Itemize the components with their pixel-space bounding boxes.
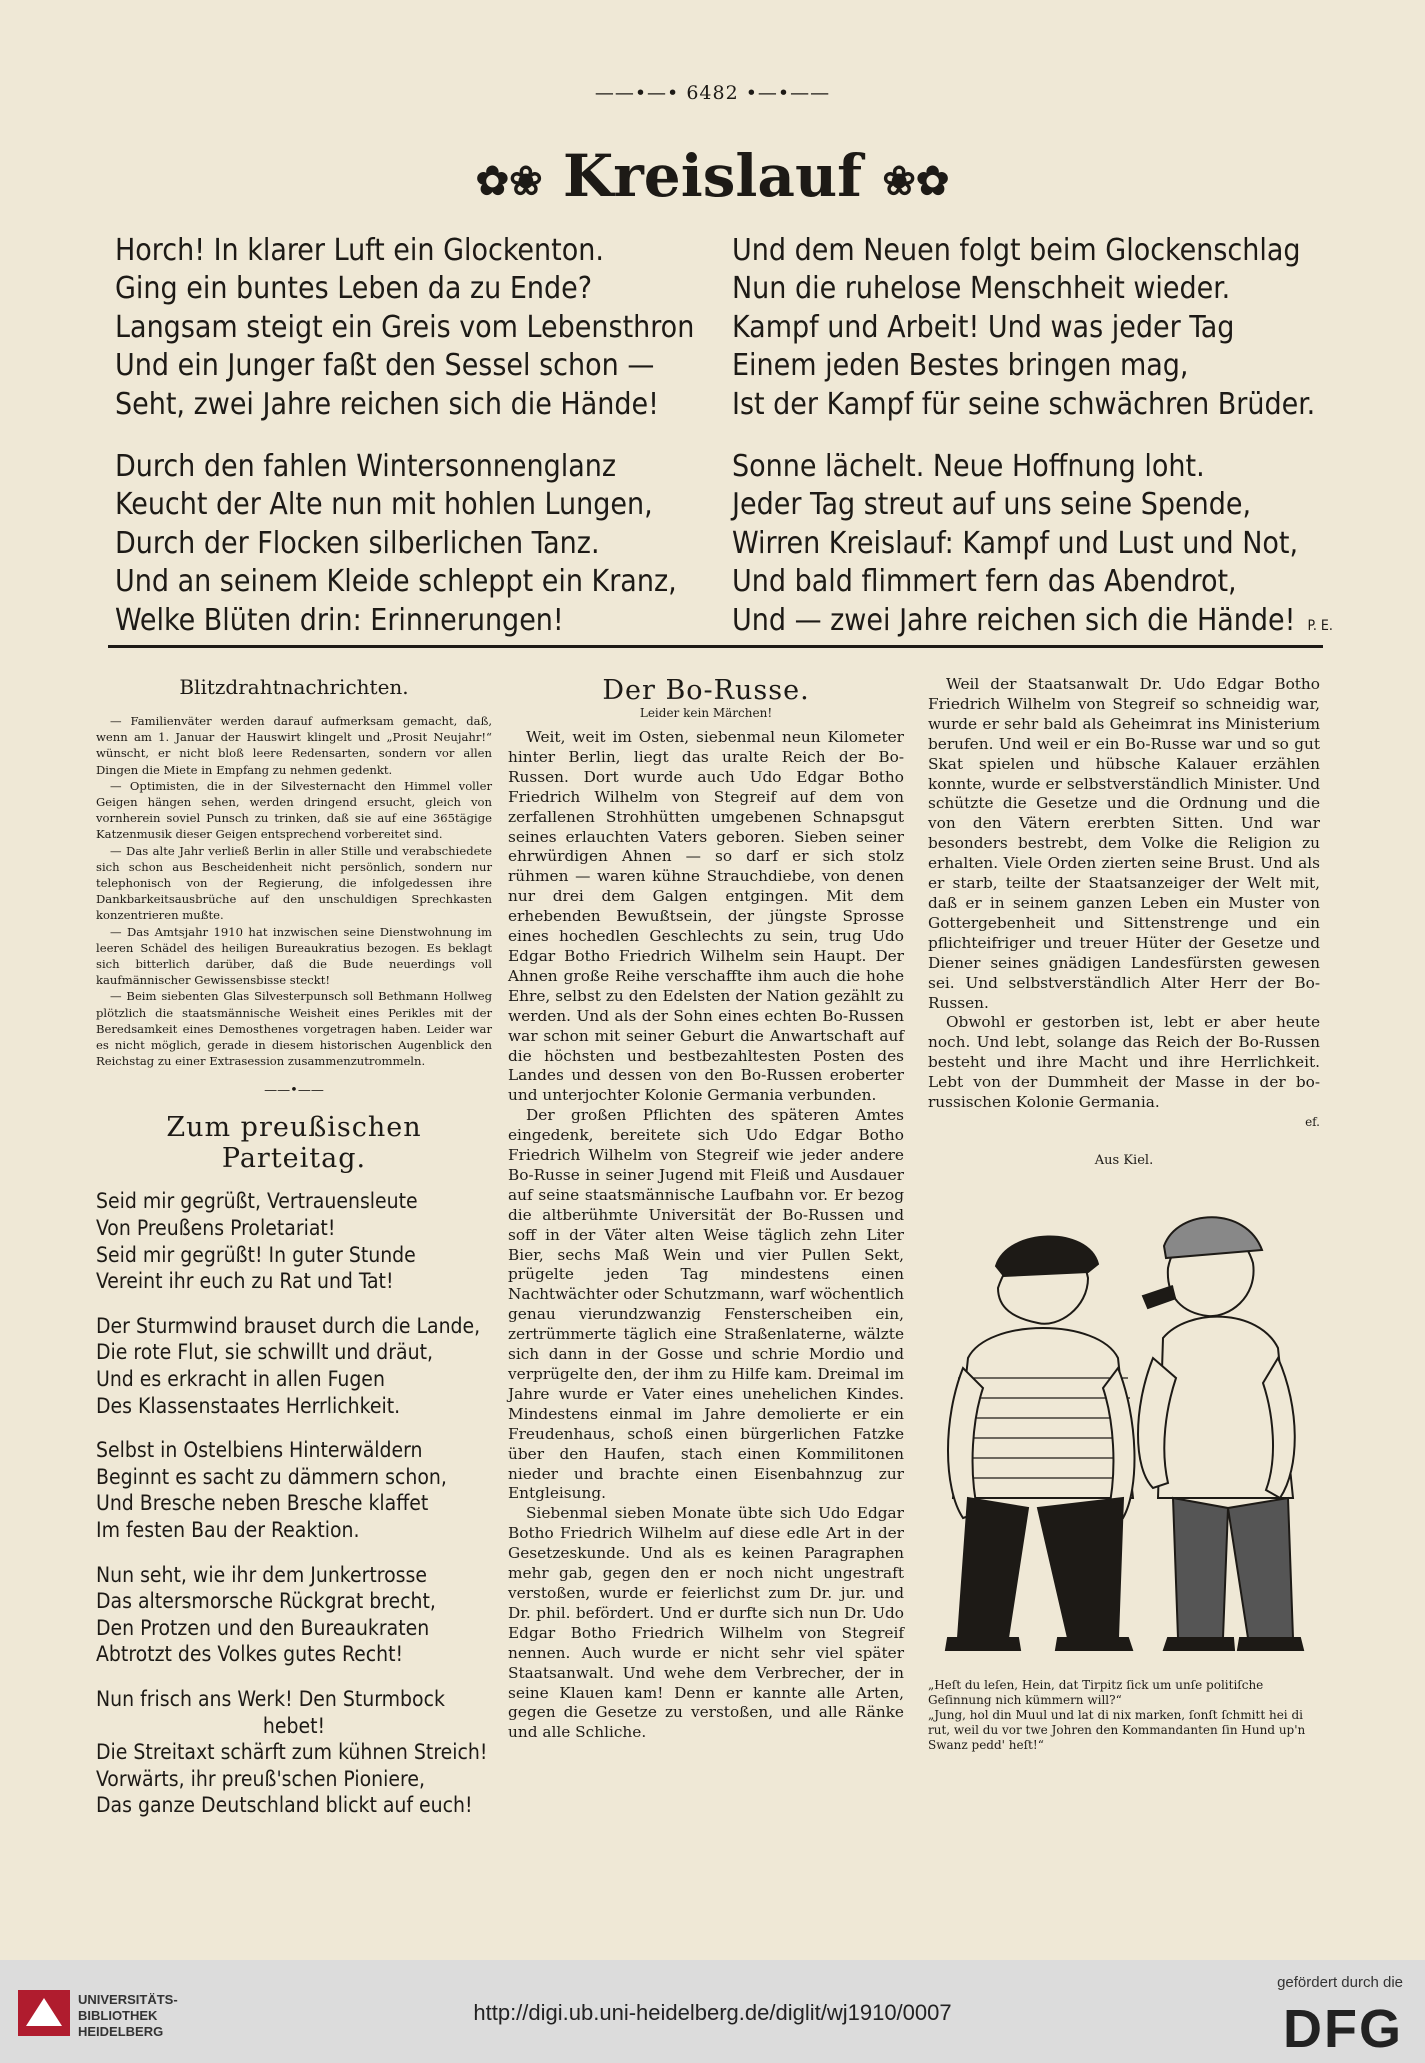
poem-line: Selbst in Ostelbiens Hinterwäldern [96, 1438, 423, 1463]
paragraph: — Optimisten, die in der Silvesternacht den Himmel voller Geigen hängen sehen, werden dringend ersucht, gleich von vornherein soviel Punsch zu trinken, daß sie auf eine 365tägige Katzenmusik dieser Geigen entsprechend vorbereitet sind. [96, 778, 492, 842]
poem-line: Vereint ihr euch zu Rat und Tat! [96, 1269, 394, 1294]
page-number: ——•—• 6482 •—•—— [594, 82, 831, 104]
poem-line: Welke Blüten drin: Erinnerungen! [115, 602, 564, 638]
caption-line: „Jung, hol din Muul und lat di nix marken, ſonſt ſchmitt hei di rut, weil du vor twe Johren den Kommandanten ſin Hund up'n Swanz pedd' heſt!“ [928, 1707, 1306, 1752]
poem-line: hebet! [262, 1713, 326, 1738]
source-url[interactable]: http://digi.ub.uni-heidelberg.de/diglit/wj1910/0007 [473, 2000, 952, 2025]
paragraph: Siebenmal sieben Monate übte sich Udo Edgar Botho Friedrich Wilhelm auf diese edle Art in der Gesetzeskunde. Und als es keinen Paragraphen mehr gab, gegen den er noch nicht ungestraft verstoßen, wurde er feierlichst zum Dr. jur. und Dr. phil. befördert. Und er durfte sich nun Dr. Udo Edgar Botho Friedrich Wilhelm von Stegreif nennen. Auch wurde er nicht sehr viel später Staatsanwalt. Und wehe dem Verbrecher, der in seine Klauen kam! Denn er kannte alle Arten, gegen die Gesetze zu verstoßen, und alle Ränke und alle Schliche. [508, 1504, 904, 1742]
poem-line: Der Sturmwind brauset durch die Lande, [96, 1313, 481, 1338]
stanza [96, 1686, 492, 1819]
ornament-left-icon: ✿❀ [475, 157, 543, 205]
poem-line: Und es erkracht in allen Fugen [96, 1367, 385, 1392]
ornament-right-icon: ❀✿ [882, 157, 950, 205]
news-heading: Blitzdrahtnachrichten. [179, 675, 409, 699]
main-title: ✿❀ Kreislauf ❀✿ [475, 142, 950, 210]
stanza [96, 1562, 492, 1668]
poem-line: Wirren Kreislauf: Kampf und Lust und Not, [732, 525, 1299, 561]
story-subheading: Leider kein Märchen! [639, 706, 773, 720]
cartoon-two-sailors [928, 1168, 1320, 1668]
poem-line: Und bald flimmert fern das Abendrot, [732, 564, 1237, 600]
stanza [96, 1313, 492, 1419]
poem-heading: Zum preußischen Parteitag. [166, 1112, 422, 1175]
poem-line: Des Klassenstaates Herrlichkeit. [96, 1393, 401, 1418]
poem-line: Und dem Neuen folgt beim Glockenschlag [732, 233, 1301, 268]
poem-line: Durch der Flocken silberlichen Tanz. [115, 525, 600, 561]
column-1 [96, 675, 492, 1837]
poem-signature: P. E. [1307, 617, 1333, 634]
poem-line: Und an seinem Kleide schleppt ein Kranz, [115, 564, 677, 600]
poem-line: Die Streitaxt schärft zum kühnen Streich! [96, 1740, 488, 1765]
horizontal-rule [108, 645, 1323, 648]
paragraph: — Das alte Jahr verließ Berlin in aller Stille und verabschiedete sich schon aus Bescheidenheit nicht persönlich, sondern nur telephonisch von der Regierung, die infolgedessen ihre Dankbarkeitsausbrüche auf den unschuldigen Sprechkasten konzentrieren mußte. [96, 843, 492, 923]
poem-line: Von Preußens Proletariat! [96, 1216, 336, 1241]
poem-line: Nun frisch ans Werk! Den Sturmbock [96, 1686, 445, 1711]
paragraph: Weit, weit im Osten, siebenmal neun Kilometer hinter Berlin, liegt das uralte Reich der Bo-Russen. Dort wurde auch Udo Edgar Botho Friedrich Wilhelm von Stegreif auf dem von zerfallenen Strohhütten umgebenen Schnapsgut seines erlauchten Vaters geboren. Sieben seiner ehrwürdigen Ahnen — so darf er sich stolz rühmen — waren kühne Strauchdiebe, von denen nur drei dem Galgen entgingen. Mit dem erhebenden Bewußtsein, der jüngste Sprosse eines hochedlen Geschlechts zu sein, trug Udo Edgar Botho Friedrich Wilhelm sein Haupt. Der Ahnen große Reihe verschaffte ihm auch die hohe Ehre, selbst zu den Edelsten der Nation gezählt zu werden. Und als der Sohn eines echten Bo-Russen war schon mit seiner Geburt die Anwartschaft auf die höchsten und bestbezahltesten Posten des Landes und dessen von den Bo-Russen eroberter und unterjochter Kolonie Germania verbunden. [508, 728, 904, 1105]
poem-line: Seid mir gegrüßt! In guter Stunde [96, 1242, 416, 1267]
poem-line: Die rote Flut, sie schwillt und dräut, [96, 1340, 434, 1365]
column-2 [508, 675, 904, 1743]
poem-line: Einem jeden Bestes bringen mag, [732, 348, 1189, 384]
story-heading: Der Bo-Russe. [602, 675, 810, 706]
dfg-logo: DFG [1283, 1999, 1403, 2059]
footer-bar [0, 1960, 1425, 2063]
poem-line: Nun die ruhelose Menschheit wieder. [732, 271, 1231, 307]
paragraph: — Familienväter werden darauf aufmerksam gemacht, daß, wenn am 1. Januar der Hauswirt klingelt und „Prosit Neujahr!“ wünscht, er nicht bloß leere Redensarten, sondern vor allen Dingen die Miete in Empfang zu nehmen gedenkt. [96, 714, 492, 777]
poem-line: Ist der Kampf für seine schwächren Brüder. [732, 386, 1316, 422]
poem-line: Sonne lächelt. Neue Hoffnung loht. [732, 448, 1205, 484]
poem-line: Durch den fahlen Wintersonnenglanz [115, 448, 617, 484]
paragraph: — Beim siebenten Glas Silvesterpunsch soll Bethmann Hollweg plötzlich die staatsmännische Weisheit eines Perikles mit der Beredsamkeit eines Demosthenes vorgetragen haben. Leider war es nicht möglich, gerade in diesem historischen Augenblick den Reichstag zu einer Extrasession zusammenzutrommeln. [96, 989, 492, 1069]
caption-line: „Heſt du leſen, Hein, dat Tirpitz ſick um unſe politiſche Geſinnung nich kümmern will?“ [928, 1677, 1264, 1707]
poem-line: Beginnt es sacht zu dämmern schon, [96, 1464, 447, 1489]
poem-line: Seht, zwei Jahre reichen sich die Hände! [115, 386, 659, 422]
funded-by-label: gefördert durch die [1277, 1974, 1403, 1991]
poem-line: Und ein Junger faßt den Sessel schon — [115, 348, 655, 384]
cartoon-heading: Aus Kiel. [1094, 1152, 1154, 1168]
institution-name: UNIVERSITÄTS- BIBLIOTHEK HEIDELBERG [78, 1992, 178, 2039]
poem-line: Horch! In klarer Luft ein Glockenton. [115, 233, 604, 268]
paragraph: Obwohl er gestorben ist, lebt er aber heute noch. Und lebt, solange das Reich der Bo-Russen besteht und ihre Macht und ihre Herrlichkeit. Lebt von der Dummheit der Masse in der bo-russischen Kolonie Germania. [928, 1013, 1320, 1112]
stanza [115, 448, 694, 640]
poem-line: Ging ein buntes Leben da zu Ende? [115, 271, 593, 307]
cartoon-caption [928, 1678, 1320, 1753]
poem-line: Den Protzen und den Bureaukraten [96, 1615, 430, 1640]
poem-line: Das altersmorsche Rückgrat brecht, [96, 1589, 436, 1614]
stanza [115, 232, 694, 424]
story-signature: ef. [1305, 1114, 1320, 1129]
story-continuation [928, 675, 1320, 1133]
story-text [508, 728, 904, 1743]
poem-line: Und Bresche neben Bresche klaffet [96, 1491, 429, 1516]
poem-line: Seid mir gegrüßt, Vertrauensleute [96, 1189, 418, 1214]
news-items [96, 713, 492, 1069]
paragraph: Weil der Staatsanwalt Dr. Udo Edgar Botho Friedrich Wilhelm von Stegreif so schneidig war, wurde er sehr bald als Geheimrat ins Ministerium berufen. Und weil er ein Bo-Russe war und so gut Skat spielen und hübsche Kalauer erzählen konnte, wurde er selbstverständlich Minister. Und schützte die Gesetze und die Ordnung und die von den Vätern ererbten Sitten. Und war besonders bestrebt, dem Volke die Religion zu erhalten. Viele Orden zierten seine Brust. Und als er starb, teilte der Staatsanzeiger der Welt mit, daß er in seinem ganzen Leben ein Muster von Gottergebenheit und Sittenstrenge und ein pflichteifriger und treuer Hüter der Gesetze und Diener seines gnädigen Landesfürsten gewesen sei. Und selbstverständlich Alter Herr der Bo-Russen. [928, 675, 1320, 1012]
poem-left-column [115, 232, 694, 664]
stanza [96, 1437, 492, 1543]
stanza [96, 1188, 492, 1294]
paragraph: — Das Amtsjahr 1910 hat inzwischen seine Dienstwohnung im leeren Schädel des heiligen Bureaukratius bezogen. Es beklagt sich bitterlich darüber, daß die Bude neuerdings voll kaufmännischer Gewissensbisse steckt! [96, 924, 492, 988]
poem-line: Abtrotzt des Volkes gutes Recht! [96, 1642, 404, 1667]
poem-right-column [732, 232, 1333, 669]
paragraph: Der großen Pflichten des späteren Amtes eingedenk, bereitete sich Udo Edgar Botho Friedrich Wilhelm von Stegreif wie jeder andere Bo-Russe in seiner Jugend mit Fleiß und Ausdauer auf seine staatsmännische Laufbahn vor. Er bezog die altberühmte Universität der Bo-Russen und soff in der Väter alten Weise täglich zehn Liter Bier, sechs Maß Wein und vier Pullen Sekt, prügelte jeden Tag mindestens einen Nachtwächter oder Schutzmann, warf wöchentlich genau vierundzwanzig Fensterscheiben ein, zertrümmerte täglich eine Straßenlaterne, wälzte sich dann in der Gosse und schrie Mordio und verprügelte den, der ihm zu Hilfe kam. Dreimal im Jahre wurde er Vater eines unehelichen Kindes. Mindestens einmal im Jahre demolierte er ein Freudenhaus, schoß einen bürgerlichen Fatzke über den Haufen, stach einen Kommilitonen nieder und brachte einen Eisenbahnzug zur Entgleisung. [508, 1106, 904, 1503]
party-poem [96, 1188, 492, 1818]
poem-line: Nun seht, wie ihr dem Junkertrosse [96, 1562, 427, 1587]
poem-line: Vorwärts, ihr preuß'schen Pioniere, [96, 1766, 425, 1791]
column-3 [928, 675, 1320, 1753]
poem-line: Kampf und Arbeit! Und was jeder Tag [732, 309, 1235, 345]
poem-line: Im festen Bau der Reaktion. [96, 1518, 360, 1542]
poem-line: Keucht der Alte nun mit hohlen Lungen, [115, 487, 653, 523]
stanza [732, 448, 1333, 645]
poem-line: Das ganze Deutschland blickt auf euch! [96, 1793, 473, 1818]
poem-line: Und — zwei Jahre reichen sich die Hände! [732, 602, 1296, 638]
poem-line: Jeder Tag streut auf uns seine Spende, [732, 487, 1252, 523]
separator: ——•—— [264, 1083, 324, 1099]
poem-line: Langsam steigt ein Greis vom Lebensthron [115, 309, 695, 345]
stanza [732, 232, 1333, 424]
